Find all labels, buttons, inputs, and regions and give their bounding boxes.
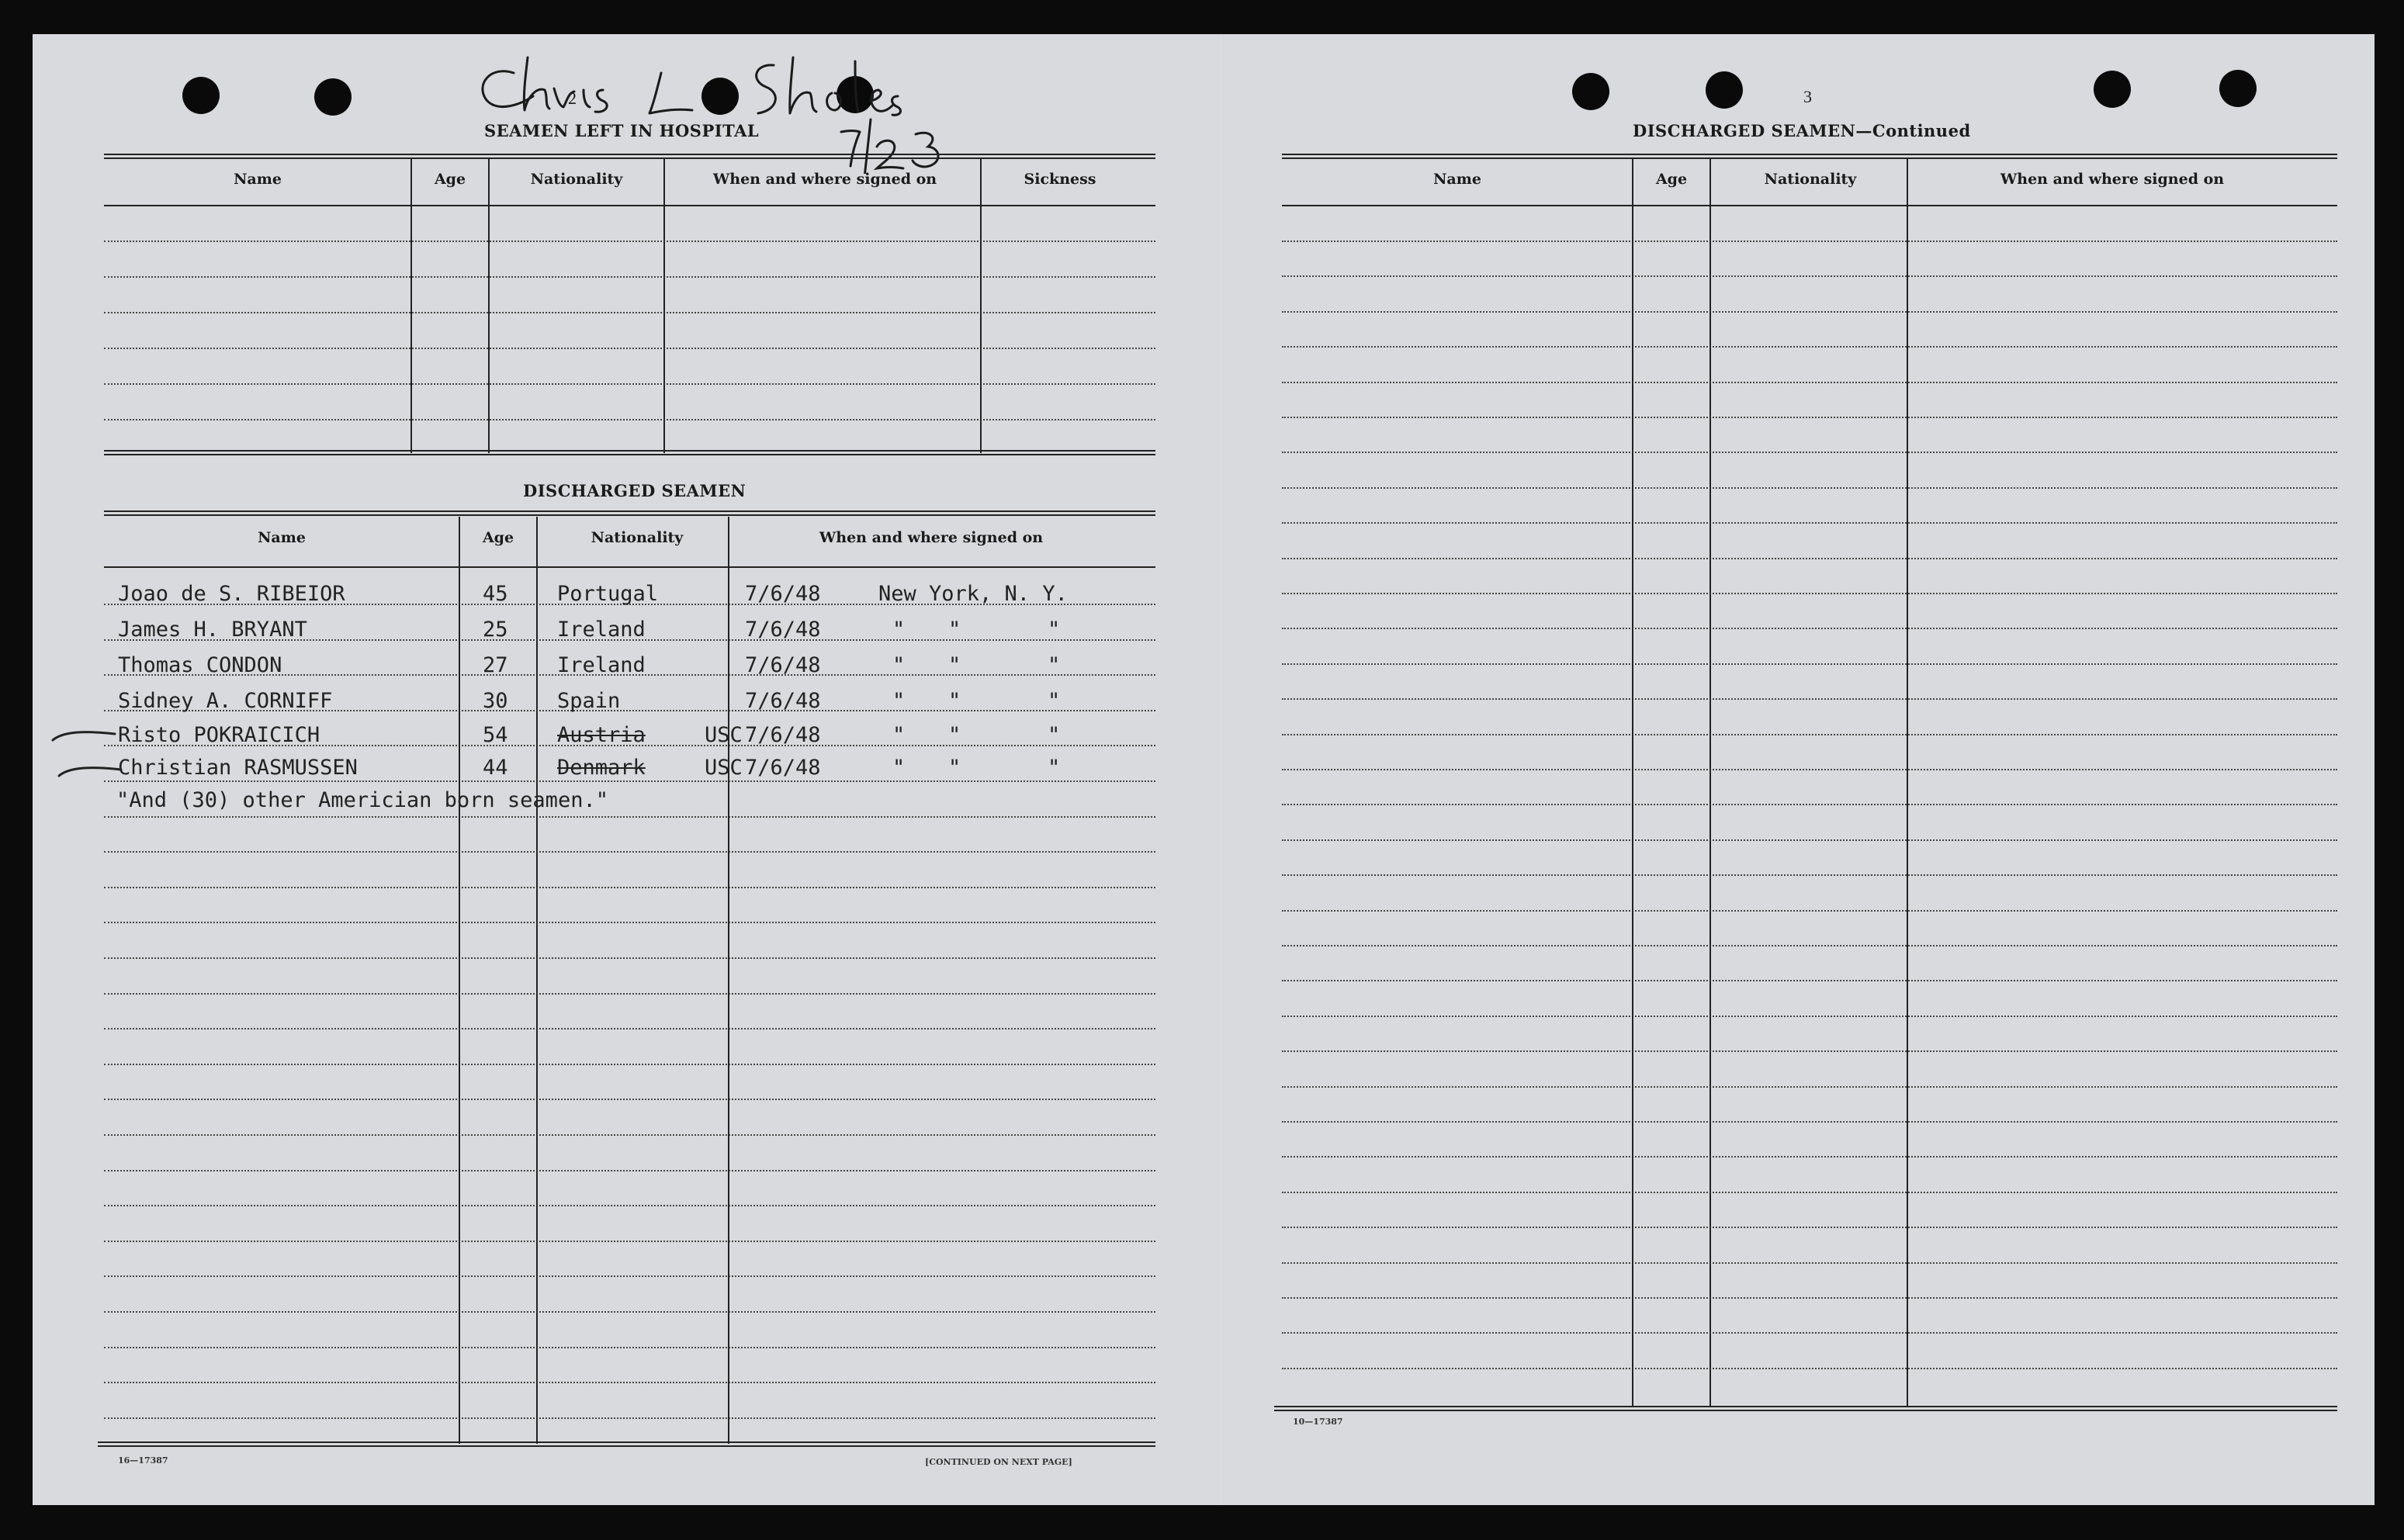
page-number: 3 (1803, 87, 1812, 106)
col-header-age: Age (434, 171, 466, 188)
discharged-section-title: DISCHARGED SEAMEN (523, 481, 746, 500)
column-line (536, 517, 538, 1444)
ditto-mark: " (948, 689, 961, 713)
punch-hole (1572, 73, 1609, 110)
row-line (1282, 1156, 2337, 1158)
ditto-mark: " (1048, 756, 1061, 780)
row-line (1282, 1016, 2337, 1017)
row-line (1282, 663, 2337, 665)
row-line (1282, 346, 2337, 348)
row-line (1282, 980, 2337, 981)
row-line (1282, 382, 2337, 383)
row-line (104, 887, 1155, 888)
col-header-age: Age (482, 529, 514, 546)
row-line (104, 383, 1155, 385)
row-line (1282, 241, 2337, 242)
row-line (1282, 1121, 2337, 1123)
row-line (104, 1064, 1155, 1065)
signed-on-date: 7/6/48 (745, 723, 821, 747)
margin-checkmark (54, 757, 124, 785)
row-line (1282, 487, 2337, 489)
row-line (1282, 1227, 2337, 1228)
header-rule (104, 205, 1155, 206)
divider (1274, 1406, 2337, 1411)
col-header-age: Age (1655, 171, 1688, 188)
signed-on-date: 7/6/48 (745, 618, 821, 642)
row-line (104, 1099, 1155, 1100)
row-line (1282, 1262, 2337, 1264)
page-number: 2 (568, 88, 577, 108)
row-line (104, 1275, 1155, 1277)
punch-hole (2219, 70, 2257, 107)
punch-hole (182, 77, 220, 114)
row-line (1282, 945, 2337, 946)
ditto-mark: " (1048, 689, 1061, 713)
nationality-suffix: USC (705, 723, 743, 747)
row-line (104, 1028, 1155, 1030)
column-line (410, 158, 412, 453)
row-line (1282, 734, 2337, 735)
row-line (1282, 628, 2337, 629)
col-header-signed-on: When and where signed on (712, 171, 937, 188)
col-header-signed-on: When and where signed on (2000, 171, 2225, 188)
signed-on-date: 7/6/48 (745, 689, 821, 713)
row-line (1282, 874, 2337, 876)
row-line (104, 816, 1155, 818)
row-line (104, 1382, 1155, 1383)
col-header-nationality: Nationality (1764, 171, 1857, 188)
row-line (1282, 558, 2337, 559)
ditto-mark: " (892, 618, 906, 642)
ditto-mark: " (892, 723, 906, 747)
ditto-mark: " (948, 653, 961, 677)
row-line (104, 1134, 1155, 1136)
ditto-mark: " (892, 653, 906, 677)
row-line (104, 851, 1155, 853)
row-line (1282, 593, 2337, 594)
row-line (104, 1417, 1155, 1419)
seaman-nationality: Austria (557, 723, 646, 747)
col-header-name: Name (258, 529, 306, 546)
row-line (1282, 417, 2337, 418)
typed-note: "And (30) other Americian born seamen." (116, 788, 608, 812)
row-line (104, 312, 1155, 313)
hospital-section-title: SEAMEN LEFT IN HOSPITAL (484, 121, 760, 140)
punch-hole (314, 78, 352, 116)
row-line (1282, 910, 2337, 912)
row-line (1282, 1368, 2337, 1369)
seaman-age: 30 (483, 689, 508, 713)
column-line (728, 517, 729, 1444)
row-line (104, 1170, 1155, 1171)
continued-note: [CONTINUED ON NEXT PAGE] (925, 1457, 1072, 1467)
header-rule (104, 566, 1155, 568)
column-line (488, 158, 490, 453)
col-header-name: Name (234, 171, 282, 188)
seaman-name: Christian RASMUSSEN (118, 756, 358, 780)
discharged-continued-title: DISCHARGED SEAMEN—Continued (1633, 121, 1971, 140)
divider (104, 154, 1155, 159)
column-line (1709, 158, 1711, 1407)
col-header-nationality: Nationality (530, 171, 623, 188)
row-line (1282, 1332, 2337, 1334)
seaman-name: Sidney A. CORNIFF (118, 689, 333, 713)
row-line (104, 957, 1155, 959)
margin-checkmark (48, 723, 118, 751)
signed-on-date: 7/6/48 (745, 582, 821, 606)
row-line (1282, 311, 2337, 313)
signed-on-place: New York, N. Y. (878, 582, 1068, 606)
row-line (104, 348, 1155, 349)
row-line (1282, 1192, 2337, 1193)
ditto-mark: " (892, 689, 906, 713)
row-line (104, 1347, 1155, 1348)
form-number: 16—17387 (118, 1455, 168, 1466)
signed-on-date: 7/6/48 (745, 653, 821, 677)
row-line (104, 241, 1155, 242)
seaman-name: Joao de S. RIBEIOR (118, 582, 345, 606)
punch-hole (1706, 71, 1743, 109)
ditto-mark: " (948, 756, 961, 780)
ditto-mark: " (948, 618, 961, 642)
row-line (104, 1311, 1155, 1313)
seaman-age: 27 (483, 653, 508, 677)
row-line (1282, 452, 2337, 453)
seaman-nationality: Portugal (557, 582, 659, 606)
row-line (104, 1205, 1155, 1206)
ditto-mark: " (892, 756, 906, 780)
seaman-age: 25 (483, 618, 508, 642)
nationality-suffix: USC (705, 756, 743, 780)
seaman-name: Risto POKRAICICH (118, 723, 320, 747)
row-line (104, 922, 1155, 923)
row-line (1282, 769, 2337, 770)
seaman-name: James H. BRYANT (118, 618, 307, 642)
row-line (104, 780, 1155, 782)
ditto-mark: " (948, 723, 961, 747)
punch-hole (2094, 71, 2131, 108)
header-rule (1282, 205, 2337, 206)
divider (104, 510, 1155, 516)
col-header-sickness: Sickness (1024, 171, 1096, 188)
seaman-age: 44 (483, 756, 508, 780)
ditto-mark: " (1048, 723, 1061, 747)
divider (1282, 154, 2337, 159)
divider (98, 1441, 1155, 1447)
row-line (104, 276, 1155, 278)
column-line (459, 517, 460, 1444)
document-sheet (33, 34, 2375, 1505)
seaman-age: 54 (483, 723, 508, 747)
column-line (1907, 158, 1908, 1407)
row-line (1282, 804, 2337, 805)
column-line (980, 158, 982, 453)
seaman-age: 45 (483, 582, 508, 606)
handwritten-date-digits (871, 123, 964, 178)
seaman-nationality: Ireland (557, 618, 646, 642)
seaman-nationality: Ireland (557, 653, 646, 677)
signed-on-date: 7/6/48 (745, 756, 821, 780)
row-line (1282, 1050, 2337, 1052)
ditto-mark: " (1048, 653, 1061, 677)
col-header-nationality: Nationality (591, 529, 684, 546)
divider (104, 450, 1155, 455)
row-line (104, 993, 1155, 995)
row-line (104, 1241, 1155, 1242)
column-line (1632, 158, 1633, 1407)
form-number: 10—17387 (1293, 1417, 1343, 1427)
row-line (1282, 698, 2337, 700)
col-header-name: Name (1433, 171, 1481, 188)
row-line (1282, 1297, 2337, 1299)
row-line (1282, 522, 2337, 524)
row-line (104, 419, 1155, 420)
seaman-name: Thomas CONDON (118, 653, 282, 677)
ditto-mark: " (1048, 618, 1061, 642)
col-header-signed-on: When and where signed on (819, 529, 1044, 546)
row-line (1282, 839, 2337, 841)
row-line (1282, 275, 2337, 277)
seaman-nationality: Denmark (557, 756, 646, 780)
seaman-nationality: Spain (557, 689, 621, 713)
row-line (1282, 1086, 2337, 1088)
column-line (663, 158, 665, 453)
